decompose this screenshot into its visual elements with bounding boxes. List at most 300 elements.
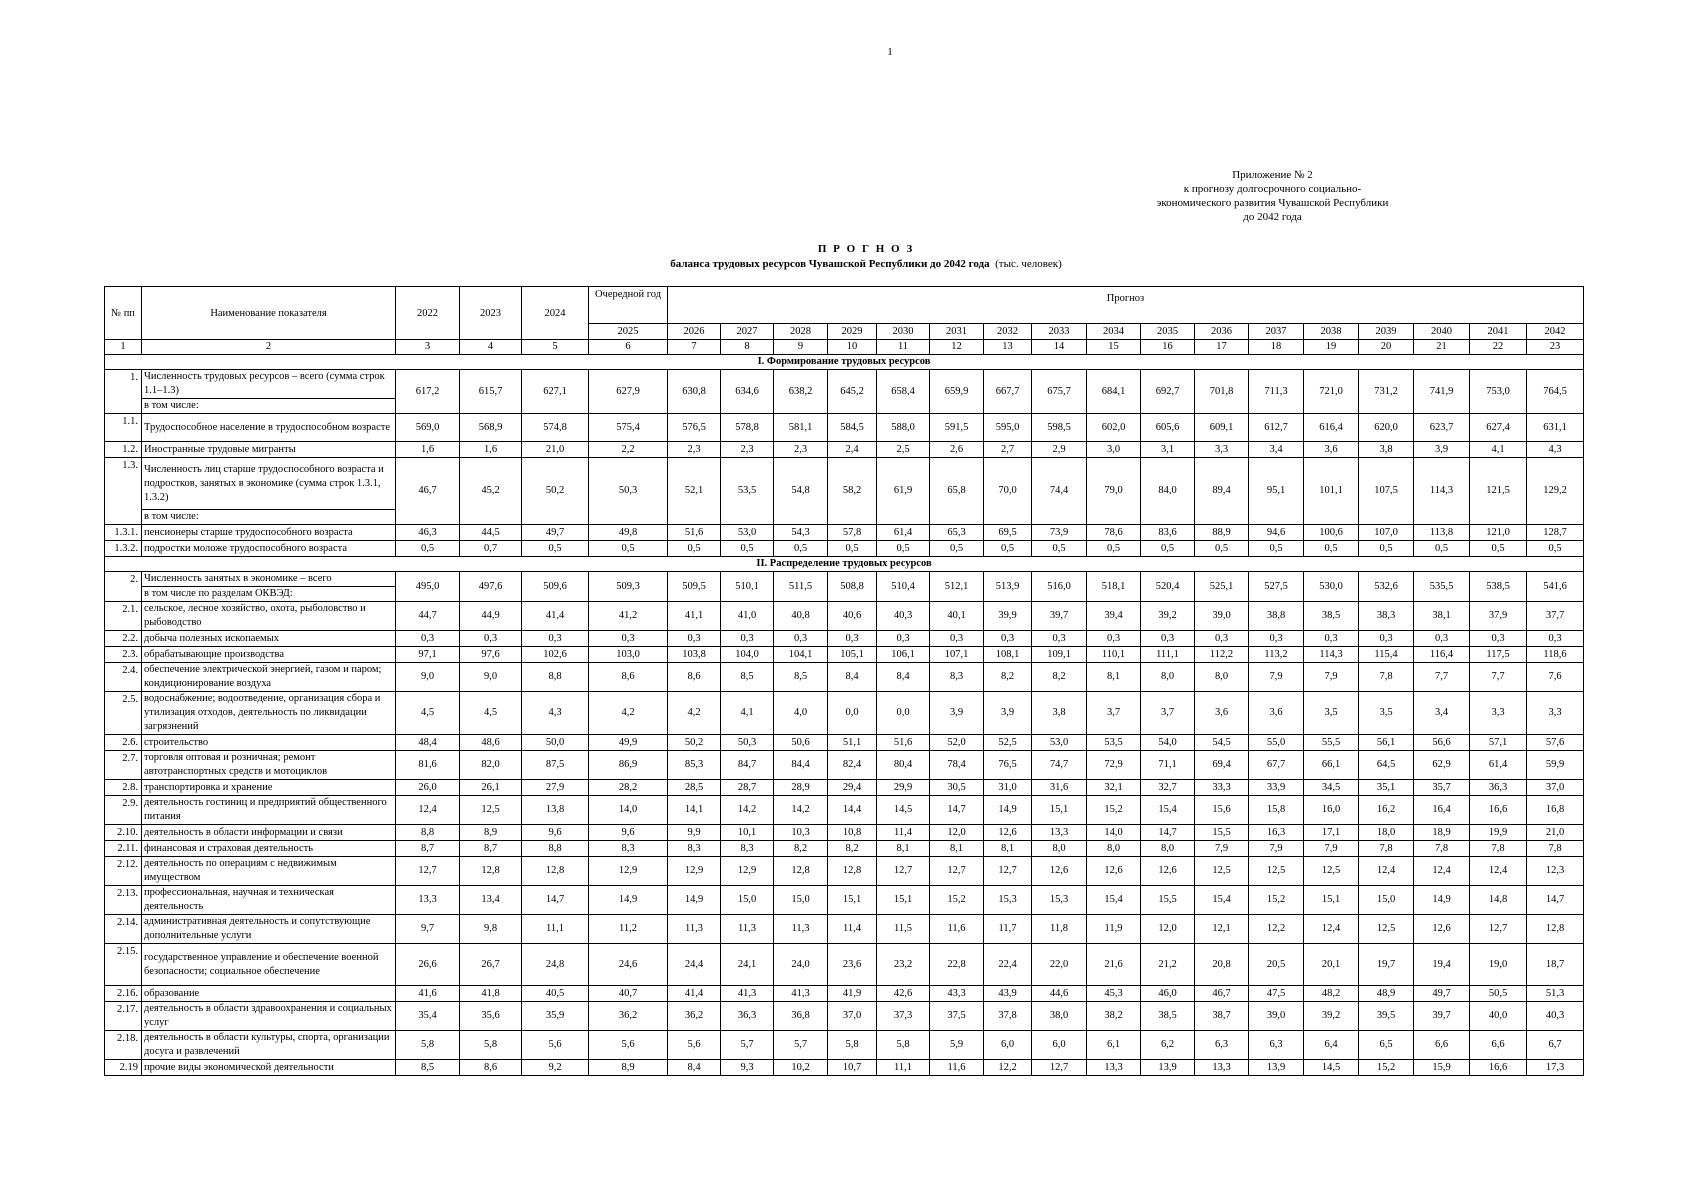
header-num: № пп <box>105 287 142 340</box>
value-cell: 7,7 <box>1414 663 1470 692</box>
column-number: 1 <box>105 340 142 355</box>
value-cell: 41,0 <box>721 602 774 631</box>
value-cell: 11,4 <box>828 915 877 944</box>
value-cell: 0,3 <box>1141 631 1195 647</box>
value-cell: 97,1 <box>396 647 460 663</box>
value-cell: 0,5 <box>1359 541 1414 557</box>
value-cell: 7,9 <box>1304 663 1359 692</box>
value-cell: 37,7 <box>1527 602 1584 631</box>
value-cell: 631,1 <box>1527 414 1584 442</box>
value-cell: 40,0 <box>1470 1002 1527 1031</box>
value-cell: 8,6 <box>668 663 721 692</box>
value-cell: 0,5 <box>774 541 828 557</box>
value-cell: 2,6 <box>930 442 984 458</box>
value-cell: 5,8 <box>828 1031 877 1060</box>
value-cell: 4,1 <box>1470 442 1527 458</box>
value-cell: 8,2 <box>1032 663 1087 692</box>
value-cell: 8,0 <box>1195 663 1249 692</box>
value-cell: 114,3 <box>1304 647 1359 663</box>
value-cell: 44,7 <box>396 602 460 631</box>
value-cell: 0,5 <box>1527 541 1584 557</box>
row-subtitle: в том числе по разделам ОКВЭД: <box>142 586 395 601</box>
value-cell: 16,0 <box>1304 796 1359 825</box>
row-name: деятельность в области информации и связи <box>142 825 396 841</box>
value-cell: 49,8 <box>589 525 668 541</box>
value-cell: 0,5 <box>668 541 721 557</box>
value-cell: 14,9 <box>589 886 668 915</box>
value-cell: 3,4 <box>1414 692 1470 735</box>
value-cell: 3,9 <box>984 692 1032 735</box>
table-row <box>105 631 1584 647</box>
value-cell: 67,7 <box>1249 751 1304 780</box>
value-cell: 53,0 <box>1032 735 1087 751</box>
value-cell: 5,7 <box>774 1031 828 1060</box>
value-cell: 12,7 <box>396 857 460 886</box>
value-cell: 112,2 <box>1195 647 1249 663</box>
row-number: 2.14. <box>105 915 142 944</box>
row-number: 1.3. <box>105 458 142 525</box>
value-cell: 46,3 <box>396 525 460 541</box>
value-cell: 6,7 <box>1527 1031 1584 1060</box>
header-name: Наименование показателя <box>142 287 396 340</box>
value-cell: 508,8 <box>828 572 877 602</box>
appendix-note <box>1135 168 1410 224</box>
value-cell: 40,3 <box>877 602 930 631</box>
row-name: Трудоспособное население в трудоспособном возрасте <box>142 414 396 442</box>
value-cell: 24,8 <box>522 944 589 986</box>
value-cell: 113,8 <box>1414 525 1470 541</box>
value-cell: 7,8 <box>1414 841 1470 857</box>
table-row <box>105 663 1584 692</box>
value-cell: 0,7 <box>460 541 522 557</box>
value-cell: 40,8 <box>774 602 828 631</box>
value-cell: 19,9 <box>1470 825 1527 841</box>
value-cell: 0,3 <box>774 631 828 647</box>
value-cell: 40,6 <box>828 602 877 631</box>
value-cell: 617,2 <box>396 370 460 414</box>
value-cell: 15,1 <box>877 886 930 915</box>
value-cell: 3,7 <box>1141 692 1195 735</box>
value-cell: 7,9 <box>1249 841 1304 857</box>
value-cell: 28,9 <box>774 780 828 796</box>
header-forecast: Прогноз <box>668 287 1584 324</box>
column-number: 21 <box>1414 340 1470 355</box>
value-cell: 14,0 <box>1087 825 1141 841</box>
value-cell: 36,3 <box>721 1002 774 1031</box>
value-cell: 15,4 <box>1195 886 1249 915</box>
value-cell: 104,0 <box>721 647 774 663</box>
value-cell: 51,1 <box>828 735 877 751</box>
value-cell: 15,0 <box>774 886 828 915</box>
value-cell: 513,9 <box>984 572 1032 602</box>
value-cell: 13,3 <box>1087 1060 1141 1076</box>
value-cell: 598,5 <box>1032 414 1087 442</box>
column-number: 10 <box>828 340 877 355</box>
value-cell: 18,0 <box>1359 825 1414 841</box>
value-cell: 509,3 <box>589 572 668 602</box>
value-cell: 11,4 <box>877 825 930 841</box>
value-cell: 12,2 <box>984 1060 1032 1076</box>
header-year: 2028 <box>774 324 828 340</box>
value-cell: 65,8 <box>930 458 984 525</box>
value-cell: 12,7 <box>877 857 930 886</box>
value-cell: 627,9 <box>589 370 668 414</box>
value-cell: 692,7 <box>1141 370 1195 414</box>
value-cell: 66,1 <box>1304 751 1359 780</box>
value-cell: 33,9 <box>1249 780 1304 796</box>
value-cell: 15,1 <box>1032 796 1087 825</box>
value-cell: 54,3 <box>774 525 828 541</box>
appendix-line-2: к прогнозу долгосрочного социально- <box>1183 183 1362 195</box>
value-cell: 9,8 <box>460 915 522 944</box>
header-year: 2029 <box>828 324 877 340</box>
value-cell: 8,5 <box>396 1060 460 1076</box>
value-cell: 0,5 <box>396 541 460 557</box>
value-cell: 3,0 <box>1087 442 1141 458</box>
value-cell: 24,0 <box>774 944 828 986</box>
value-cell: 18,9 <box>1414 825 1470 841</box>
value-cell: 41,9 <box>828 986 877 1002</box>
value-cell: 128,7 <box>1527 525 1584 541</box>
value-cell: 40,7 <box>589 986 668 1002</box>
value-cell: 12,2 <box>1249 915 1304 944</box>
value-cell: 684,1 <box>1087 370 1141 414</box>
row-name: транспортировка и хранение <box>142 780 396 796</box>
value-cell: 2,9 <box>1032 442 1087 458</box>
value-cell: 101,1 <box>1304 458 1359 525</box>
row-number: 2.10. <box>105 825 142 841</box>
value-cell: 38,0 <box>1032 1002 1087 1031</box>
value-cell: 104,1 <box>774 647 828 663</box>
value-cell: 15,5 <box>1195 825 1249 841</box>
value-cell: 24,4 <box>668 944 721 986</box>
value-cell: 8,2 <box>984 663 1032 692</box>
value-cell: 53,5 <box>721 458 774 525</box>
value-cell: 638,2 <box>774 370 828 414</box>
value-cell: 2,7 <box>984 442 1032 458</box>
value-cell: 57,1 <box>1470 735 1527 751</box>
header-year: 2033 <box>1032 324 1087 340</box>
value-cell: 5,8 <box>877 1031 930 1060</box>
value-cell: 5,8 <box>396 1031 460 1060</box>
column-number: 23 <box>1527 340 1584 355</box>
row-number: 2.8. <box>105 780 142 796</box>
value-cell: 26,7 <box>460 944 522 986</box>
value-cell: 21,0 <box>522 442 589 458</box>
column-number: 19 <box>1304 340 1359 355</box>
value-cell: 22,4 <box>984 944 1032 986</box>
table-row <box>105 841 1584 857</box>
value-cell: 6,6 <box>1414 1031 1470 1060</box>
appendix-line-3: экономического развития Чувашской Республики <box>1156 197 1389 209</box>
value-cell: 6,2 <box>1141 1031 1195 1060</box>
value-cell: 14,7 <box>930 796 984 825</box>
row-name: государственное управление и обеспечение военной безопасности; социальное обеспечение <box>142 944 396 986</box>
value-cell: 0,3 <box>877 631 930 647</box>
value-cell: 659,9 <box>930 370 984 414</box>
value-cell: 52,1 <box>668 458 721 525</box>
value-cell: 15,1 <box>828 886 877 915</box>
value-cell: 37,0 <box>828 1002 877 1031</box>
value-cell: 12,5 <box>1304 857 1359 886</box>
in-total-label: в том числе: <box>142 399 396 414</box>
value-cell: 15,8 <box>1249 796 1304 825</box>
value-cell: 0,3 <box>1304 631 1359 647</box>
value-cell: 7,9 <box>1304 841 1359 857</box>
row-number: 2.4. <box>105 663 142 692</box>
value-cell: 569,0 <box>396 414 460 442</box>
column-number: 9 <box>774 340 828 355</box>
value-cell: 701,8 <box>1195 370 1249 414</box>
value-cell: 11,6 <box>930 915 984 944</box>
value-cell: 11,3 <box>721 915 774 944</box>
value-cell: 8,9 <box>460 825 522 841</box>
value-cell: 94,6 <box>1249 525 1304 541</box>
value-cell: 3,5 <box>1359 692 1414 735</box>
column-number: 18 <box>1249 340 1304 355</box>
value-cell: 14,5 <box>877 796 930 825</box>
table-row <box>105 602 1584 631</box>
value-cell: 23,6 <box>828 944 877 986</box>
value-cell: 54,0 <box>1141 735 1195 751</box>
value-cell: 45,3 <box>1087 986 1141 1002</box>
value-cell: 7,8 <box>1359 841 1414 857</box>
header-2023: 2023 <box>460 287 522 340</box>
value-cell: 2,2 <box>589 442 668 458</box>
value-cell: 62,9 <box>1414 751 1470 780</box>
value-cell: 109,1 <box>1032 647 1087 663</box>
column-number: 13 <box>984 340 1032 355</box>
value-cell: 12,8 <box>1527 915 1584 944</box>
value-cell: 12,5 <box>1195 857 1249 886</box>
value-cell: 15,2 <box>1249 886 1304 915</box>
row-number: 2.17. <box>105 1002 142 1031</box>
column-number: 14 <box>1032 340 1087 355</box>
value-cell: 47,5 <box>1249 986 1304 1002</box>
value-cell: 73,9 <box>1032 525 1087 541</box>
value-cell: 12,6 <box>984 825 1032 841</box>
value-cell: 8,0 <box>1032 841 1087 857</box>
value-cell: 22,0 <box>1032 944 1087 986</box>
value-cell: 0,3 <box>460 631 522 647</box>
appendix-line-4: до 2042 года <box>1243 211 1302 223</box>
value-cell: 584,5 <box>828 414 877 442</box>
value-cell: 46,7 <box>396 458 460 525</box>
value-cell: 764,5 <box>1527 370 1584 414</box>
value-cell: 39,2 <box>1141 602 1195 631</box>
value-cell: 32,1 <box>1087 780 1141 796</box>
value-cell: 39,0 <box>1195 602 1249 631</box>
value-cell: 70,0 <box>984 458 1032 525</box>
value-cell: 102,6 <box>522 647 589 663</box>
value-cell: 31,0 <box>984 780 1032 796</box>
value-cell: 12,4 <box>1470 857 1527 886</box>
value-cell: 107,1 <box>930 647 984 663</box>
value-cell: 37,0 <box>1527 780 1584 796</box>
table-row <box>105 825 1584 841</box>
value-cell: 12,7 <box>1470 915 1527 944</box>
value-cell: 12,5 <box>1249 857 1304 886</box>
value-cell: 110,1 <box>1087 647 1141 663</box>
value-cell: 79,0 <box>1087 458 1141 525</box>
table-row <box>105 1002 1584 1031</box>
value-cell: 525,1 <box>1195 572 1249 602</box>
value-cell: 129,2 <box>1527 458 1584 525</box>
value-cell: 50,3 <box>589 458 668 525</box>
header-year: 2034 <box>1087 324 1141 340</box>
table-row <box>105 986 1584 1002</box>
table-row <box>105 458 1584 510</box>
value-cell: 7,7 <box>1470 663 1527 692</box>
value-cell: 50,2 <box>668 735 721 751</box>
value-cell: 16,6 <box>1470 1060 1527 1076</box>
value-cell: 6,1 <box>1087 1031 1141 1060</box>
value-cell: 0,3 <box>1249 631 1304 647</box>
value-cell: 44,6 <box>1032 986 1087 1002</box>
value-cell: 13,3 <box>396 886 460 915</box>
value-cell: 12,4 <box>1414 857 1470 886</box>
value-cell: 0,5 <box>828 541 877 557</box>
title-unit: (тыс. человек) <box>995 258 1062 270</box>
value-cell: 14,0 <box>589 796 668 825</box>
value-cell: 13,8 <box>522 796 589 825</box>
value-cell: 0,5 <box>522 541 589 557</box>
value-cell: 53,5 <box>1087 735 1141 751</box>
value-cell: 1,6 <box>396 442 460 458</box>
value-cell: 41,4 <box>522 602 589 631</box>
value-cell: 11,3 <box>668 915 721 944</box>
value-cell: 11,8 <box>1032 915 1087 944</box>
table-row <box>105 735 1584 751</box>
value-cell: 12,6 <box>1032 857 1087 886</box>
value-cell: 511,5 <box>774 572 828 602</box>
document-title <box>548 242 1184 272</box>
value-cell: 3,4 <box>1249 442 1304 458</box>
row-name: финансовая и страховая деятельность <box>142 841 396 857</box>
value-cell: 12,7 <box>984 857 1032 886</box>
value-cell: 731,2 <box>1359 370 1414 414</box>
value-cell: 627,1 <box>522 370 589 414</box>
value-cell: 14,7 <box>1141 825 1195 841</box>
value-cell: 48,4 <box>396 735 460 751</box>
value-cell: 11,5 <box>877 915 930 944</box>
value-cell: 11,3 <box>774 915 828 944</box>
value-cell: 7,8 <box>1470 841 1527 857</box>
value-cell: 40,1 <box>930 602 984 631</box>
column-number: 3 <box>396 340 460 355</box>
value-cell: 74,7 <box>1032 751 1087 780</box>
value-cell: 50,6 <box>774 735 828 751</box>
value-cell: 58,2 <box>828 458 877 525</box>
value-cell: 12,5 <box>1359 915 1414 944</box>
value-cell: 34,5 <box>1304 780 1359 796</box>
value-cell: 39,9 <box>984 602 1032 631</box>
row-name: торговля оптовая и розничная; ремонт автотранспортных средств и мотоциклов <box>142 751 396 780</box>
value-cell: 33,3 <box>1195 780 1249 796</box>
value-cell: 12,6 <box>1087 857 1141 886</box>
row-name: пенсионеры старше трудоспособного возраста <box>142 525 396 541</box>
value-cell: 15,0 <box>1359 886 1414 915</box>
row-number: 2.3. <box>105 647 142 663</box>
value-cell: 82,4 <box>828 751 877 780</box>
value-cell: 26,6 <box>396 944 460 986</box>
value-cell: 4,0 <box>774 692 828 735</box>
value-cell: 3,1 <box>1141 442 1195 458</box>
value-cell: 108,1 <box>984 647 1032 663</box>
value-cell: 5,6 <box>668 1031 721 1060</box>
value-cell: 39,2 <box>1304 1002 1359 1031</box>
header-year: 2035 <box>1141 324 1195 340</box>
value-cell: 118,6 <box>1527 647 1584 663</box>
value-cell: 509,5 <box>668 572 721 602</box>
value-cell: 8,8 <box>522 841 589 857</box>
value-cell: 36,3 <box>1470 780 1527 796</box>
value-cell: 28,7 <box>721 780 774 796</box>
value-cell: 37,9 <box>1470 602 1527 631</box>
value-cell: 8,3 <box>668 841 721 857</box>
value-cell: 0,3 <box>1032 631 1087 647</box>
value-cell: 16,2 <box>1359 796 1414 825</box>
row-number: 2.6. <box>105 735 142 751</box>
header-2022: 2022 <box>396 287 460 340</box>
value-cell: 568,9 <box>460 414 522 442</box>
section-row <box>105 557 1584 572</box>
value-cell: 14,7 <box>522 886 589 915</box>
value-cell: 4,1 <box>721 692 774 735</box>
value-cell: 115,4 <box>1359 647 1414 663</box>
value-cell: 3,3 <box>1527 692 1584 735</box>
row-number: 2.12. <box>105 857 142 886</box>
value-cell: 57,6 <box>1527 735 1584 751</box>
value-cell: 81,6 <box>396 751 460 780</box>
section-title: II. Распределение трудовых ресурсов <box>105 557 1584 572</box>
value-cell: 5,6 <box>589 1031 668 1060</box>
value-cell: 0,3 <box>589 631 668 647</box>
value-cell: 8,7 <box>396 841 460 857</box>
value-cell: 5,6 <box>522 1031 589 1060</box>
value-cell: 0,0 <box>877 692 930 735</box>
row-name: строительство <box>142 735 396 751</box>
value-cell: 53,0 <box>721 525 774 541</box>
table-row <box>105 442 1584 458</box>
value-cell: 15,0 <box>721 886 774 915</box>
row-number: 2.1. <box>105 602 142 631</box>
row-name <box>142 572 396 602</box>
value-cell: 753,0 <box>1470 370 1527 414</box>
value-cell: 97,6 <box>460 647 522 663</box>
value-cell: 12,0 <box>1141 915 1195 944</box>
value-cell: 609,1 <box>1195 414 1249 442</box>
value-cell: 3,3 <box>1195 442 1249 458</box>
value-cell: 0,3 <box>1359 631 1414 647</box>
value-cell: 21,2 <box>1141 944 1195 986</box>
value-cell: 623,7 <box>1414 414 1470 442</box>
value-cell: 20,8 <box>1195 944 1249 986</box>
value-cell: 8,4 <box>668 1060 721 1076</box>
header-year: 2026 <box>668 324 721 340</box>
row-number: 2.5. <box>105 692 142 735</box>
value-cell: 17,1 <box>1304 825 1359 841</box>
value-cell: 45,2 <box>460 458 522 525</box>
value-cell: 89,4 <box>1195 458 1249 525</box>
value-cell: 6,3 <box>1195 1031 1249 1060</box>
row-name: прочие виды экономической деятельности <box>142 1060 396 1076</box>
value-cell: 41,2 <box>589 602 668 631</box>
value-cell: 50,2 <box>522 458 589 525</box>
value-cell: 107,0 <box>1359 525 1414 541</box>
value-cell: 8,6 <box>589 663 668 692</box>
value-cell: 0,5 <box>1414 541 1470 557</box>
